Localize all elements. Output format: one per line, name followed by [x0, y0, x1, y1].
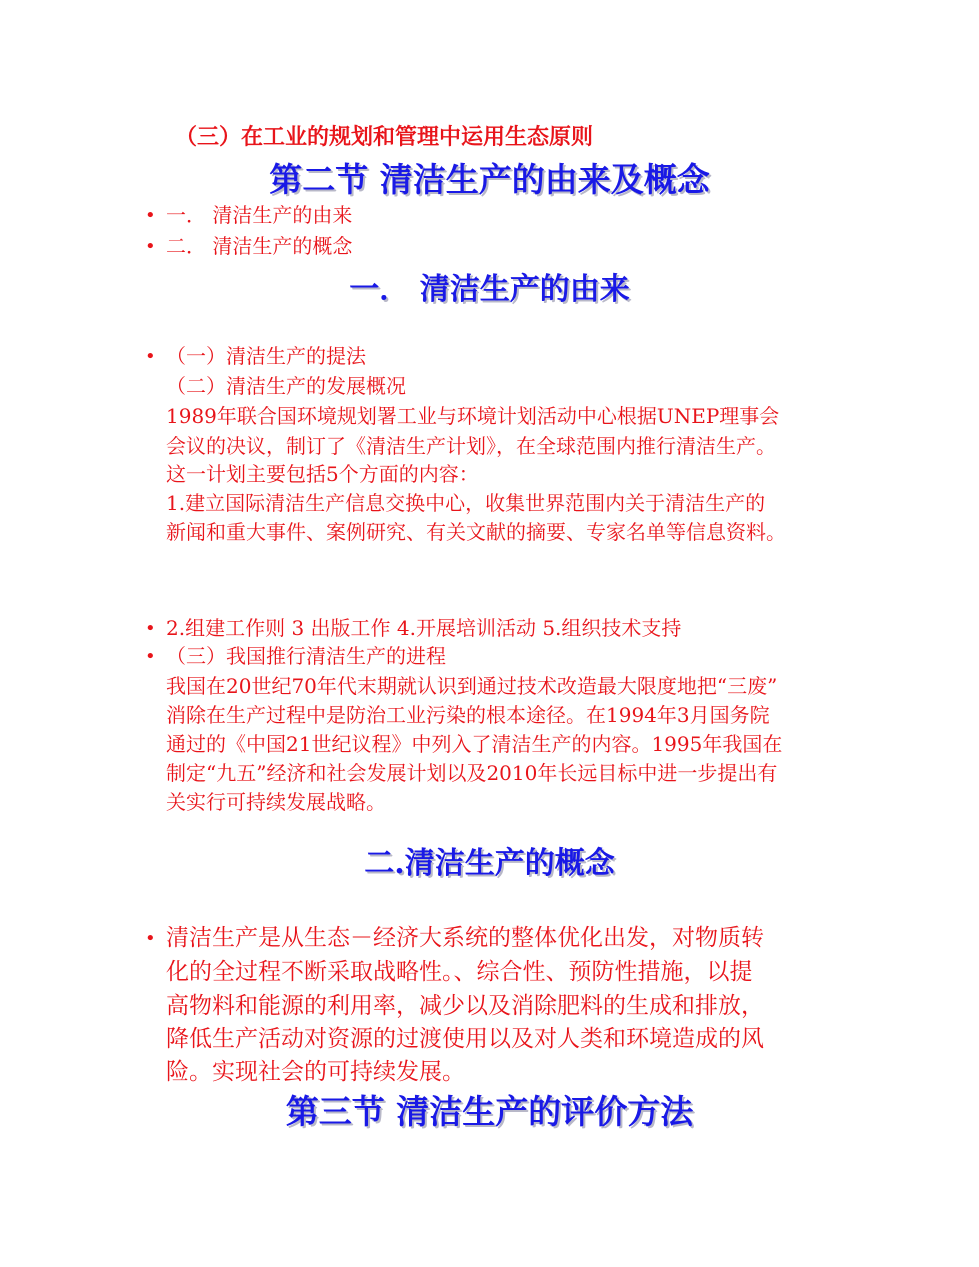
section3-title: 第三节 清洁生产的评价方法: [285, 1092, 694, 1131]
paragraph-line: 会议的决议，制订了《清洁生产计划》，在全球范围内推行清洁生产。: [166, 434, 776, 458]
paragraph-line: 通过的《中国21世纪议程》中列入了清洁生产的内容。1995年我国在: [166, 732, 783, 756]
toc-item-2: 二． 清洁生产的概念: [166, 234, 353, 258]
paragraph-line: 2.组建工作则 3 出版工作 4.开展培训活动 5.组织技术支持: [166, 616, 682, 640]
paragraph-line: （三）我国推行清洁生产的进程: [166, 644, 446, 668]
paragraph-line: 消除在生产过程中是防治工业污染的根本途径。在1994年3月国务院: [166, 703, 770, 727]
bullet: •: [145, 236, 156, 257]
paragraph-line: （二）清洁生产的发展概况: [166, 374, 406, 398]
paragraph-line: 1989年联合国环境规划署工业与环境计划活动中心根据UNEP理事会: [166, 404, 780, 428]
paragraph-line: 新闻和重大事件、案例研究、有关文献的摘要、专家名单等信息资料。: [166, 520, 786, 544]
bullet: •: [145, 346, 156, 367]
paragraph-line: 关实行可持续发展战略。: [166, 790, 386, 814]
paragraph-line: 制定“九五”经济和社会发展计划以及2010年长远目标中进一步提出有: [166, 761, 778, 785]
paragraph-line: 高物料和能源的利用率，减少以及消除肥料的生成和排放，: [166, 993, 764, 1019]
paragraph-line: 清洁生产是从生态－经济大系统的整体优化出发，对物质转: [166, 925, 764, 951]
paragraph-line: 1.建立国际清洁生产信息交换中心，收集世界范围内关于清洁生产的: [166, 491, 766, 515]
bullet: •: [145, 646, 156, 667]
paragraph-line: 我国在20世纪70年代末期就认识到通过技术改造最大限度地把“三废”: [166, 674, 778, 698]
bullet: •: [145, 928, 156, 949]
bullet: •: [145, 618, 156, 639]
part1-title: 一． 清洁生产的由来: [349, 272, 630, 307]
paragraph-line: 降低生产活动对资源的过渡使用以及对人类和环境造成的风: [166, 1026, 764, 1052]
section2-title: 第二节 清洁生产的由来及概念: [269, 160, 710, 199]
paragraph-line: 险。实现社会的可持续发展。: [166, 1059, 465, 1085]
paragraph-line: （一）清洁生产的提法: [166, 344, 366, 368]
subheading: （三）在工业的规划和管理中运用生态原则: [175, 125, 594, 150]
paragraph-line: 这一计划主要包括5个方面的内容：: [166, 462, 479, 486]
paragraph-line: 化的全过程不断采取战略性。、综合性、预防性措施，以提: [166, 959, 753, 985]
toc-item-1: 一． 清洁生产的由来: [166, 203, 353, 227]
part2-title: 二.清洁生产的概念: [364, 846, 615, 881]
bullet: •: [145, 205, 156, 226]
